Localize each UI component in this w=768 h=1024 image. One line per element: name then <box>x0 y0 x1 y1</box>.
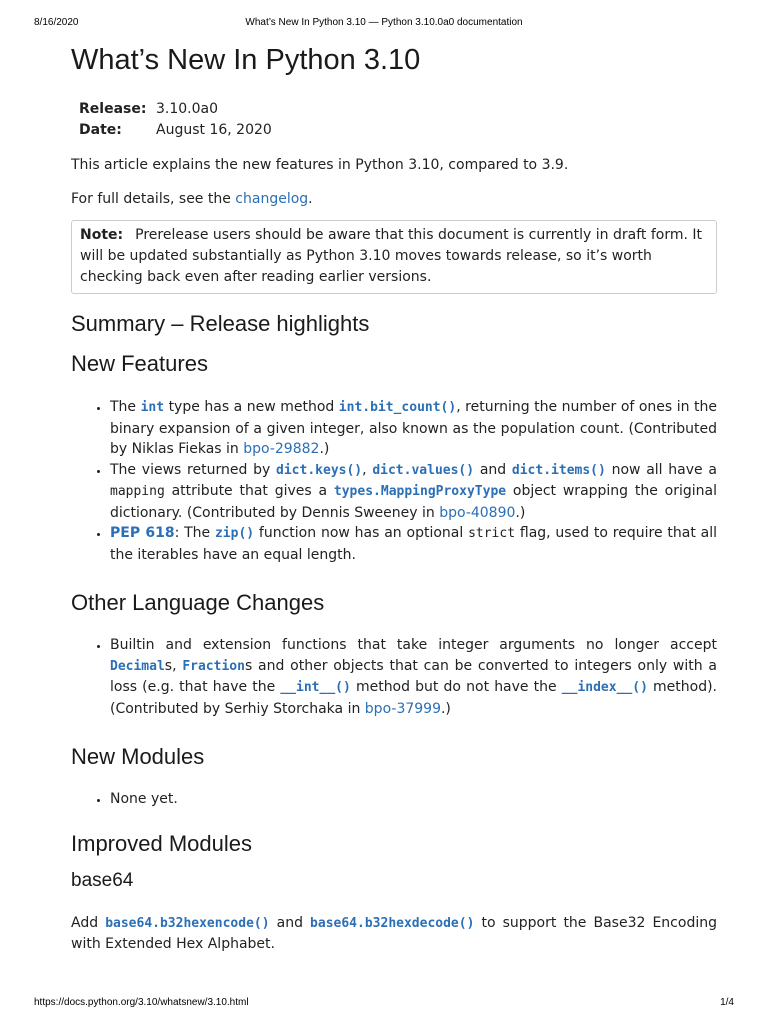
print-url: https://docs.python.org/3.10/whatsnew/3.10.html <box>34 997 249 1008</box>
date-value: August 16, 2020 <box>156 121 272 138</box>
pep-618-link[interactable]: PEP 618 <box>110 525 175 541</box>
section-new-modules: New Modules <box>71 744 205 769</box>
intro-paragraph: This article explains the new features in Python 3.10, compared to 3.9. <box>71 157 569 173</box>
b32hexencode-link[interactable]: base64.b32hexencode() <box>105 915 270 931</box>
print-date: 8/16/2020 <box>34 17 79 28</box>
bpo-40890-link[interactable]: bpo-40890 <box>439 504 516 521</box>
release-label: Release: <box>79 100 147 117</box>
document-body <box>71 42 717 954</box>
print-title: What’s New In Python 3.10 — Python 3.10.0a0 documentation <box>245 17 523 28</box>
list-item: • The int type has a new method int.bit_count(), returning the number of ones in the binary expansion of a given integer, also known as the population count. (Contributed by Niklas Fiekas in bpo-29882.) <box>110 397 717 460</box>
mappingproxytype-link[interactable]: types.MappingProxyType <box>333 484 507 499</box>
list-item: • PEP 618: The zip() function now has an optional strict flag, used to require that all the iterables have an equal length. <box>110 523 717 565</box>
note-label: Note: <box>80 227 124 243</box>
note-box <box>71 220 717 294</box>
dict-items-link[interactable]: dict.items() <box>511 462 606 478</box>
int-link[interactable]: int <box>140 400 165 415</box>
b32hexdecode-link[interactable]: base64.b32hexdecode() <box>310 915 475 931</box>
base64-paragraph: Add base64.b32hexencode() and base64.b32hexdecode() to support the Base32 Encoding with Extended Hex Alphabet. <box>71 914 717 952</box>
zip-link[interactable]: zip() <box>214 526 255 541</box>
bpo-37999-link[interactable]: bpo-37999 <box>364 700 441 717</box>
bit-count-link[interactable]: int.bit_count() <box>338 400 457 415</box>
section-base64: base64 <box>71 869 134 891</box>
features-list <box>71 397 717 565</box>
date-row <box>79 119 717 140</box>
release-fields <box>79 98 717 140</box>
dict-keys-link[interactable]: dict.keys() <box>276 462 363 478</box>
fraction-link[interactable]: Fraction <box>182 658 245 674</box>
new-modules-list <box>71 789 717 810</box>
date-label: Date: <box>79 121 122 138</box>
print-footer <box>34 997 734 1008</box>
list-item: • None yet. <box>110 789 717 810</box>
dict-values-link[interactable]: dict.values() <box>372 462 475 478</box>
changelog-link[interactable]: changelog <box>235 191 309 207</box>
note-text: Prerelease users should be aware that this document is currently in draft form. It will be updated substantially as Python 3.10 moves towards release, so it’s worth checking back even after reading earlier versions. <box>80 227 703 285</box>
int-dunder-link[interactable]: __int__() <box>280 680 351 695</box>
page-title: What’s New In Python 3.10 <box>71 44 421 76</box>
details-paragraph <box>71 189 717 209</box>
bpo-29882-link[interactable]: bpo-29882 <box>243 441 320 457</box>
release-value: 3.10.0a0 <box>156 100 219 117</box>
strict-code: strict <box>468 526 516 541</box>
list-item: • Builtin and extension functions that take integer arguments no longer accept Decimals, Fractions and other objects that can be converted to integers only with a loss (e.g. that have the __int__() method but do not have the __index__() method). (Contributed by Serhiy Storchaka in bpo-37999.) <box>110 635 717 719</box>
print-page-number: 1/4 <box>720 997 734 1008</box>
details-text: For full details, see the <box>71 191 236 207</box>
details-suffix: . <box>308 191 313 207</box>
section-other-language-changes: Other Language Changes <box>71 590 325 615</box>
release-row <box>79 98 717 119</box>
mapping-code: mapping <box>110 484 165 499</box>
print-header <box>34 17 734 28</box>
decimal-link[interactable]: Decimal <box>110 658 165 674</box>
section-new-features: New Features <box>71 351 208 376</box>
section-summary: Summary – Release highlights <box>71 311 370 336</box>
section-improved-modules: Improved Modules <box>71 830 252 856</box>
index-dunder-link[interactable]: __index__() <box>561 680 648 695</box>
list-item: • The views returned by dict.keys(), dict.values() and dict.items() now all have a mapping attribute that gives a types.MappingProxyType object wrapping the original dictionary. (Contributed by Dennis Sweeney in bpo-40890.) <box>110 460 717 524</box>
other-changes-list <box>71 635 717 719</box>
